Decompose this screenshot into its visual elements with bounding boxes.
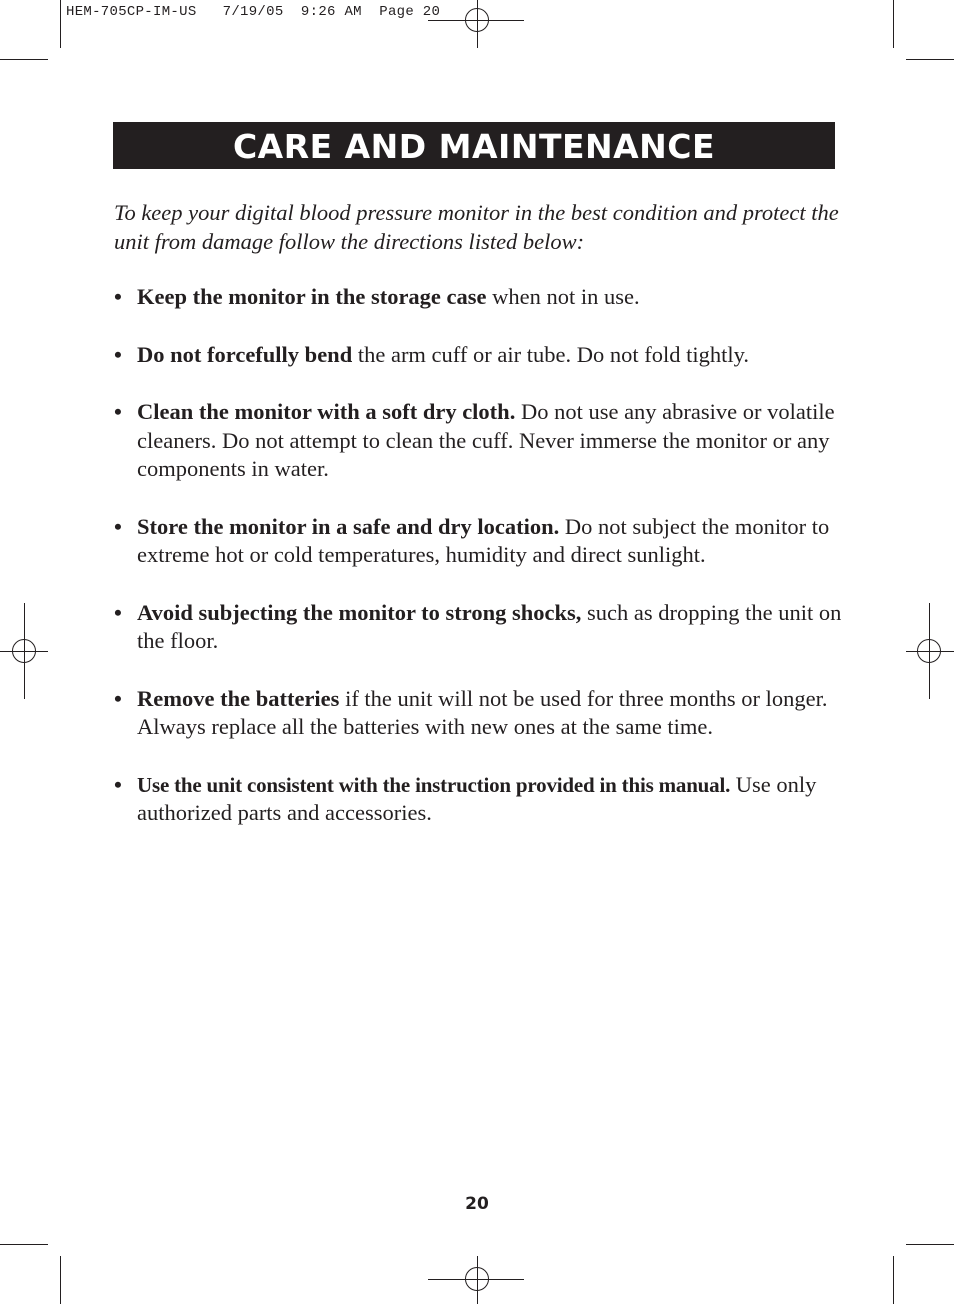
item-heading: Clean the monitor with a soft dry cloth.	[137, 399, 516, 424]
title-banner	[113, 122, 835, 169]
item-heading: Use the unit consistent with the instruction provided in this manual.	[137, 772, 731, 797]
crop-mark	[906, 1244, 954, 1245]
crop-mark	[60, 0, 61, 48]
bullet-icon: •	[114, 599, 122, 625]
crop-mark	[0, 1244, 48, 1245]
maintenance-list	[114, 283, 854, 857]
item-text: such as dropping the unit on the floor.	[137, 599, 842, 653]
bullet-icon: •	[114, 399, 122, 424]
bullet-icon: •	[114, 771, 122, 797]
bullet-icon: •	[114, 685, 122, 711]
item-heading: Avoid subjecting the monitor to strong shocks,	[137, 599, 582, 625]
crop-mark	[906, 59, 954, 60]
item-text: the arm cuff or air tube. Do not fold tightly.	[352, 341, 750, 367]
list-item	[114, 685, 854, 742]
item-heading: Store the monitor in a safe and dry location.	[137, 513, 560, 539]
list-item	[114, 398, 854, 484]
item-heading: Do not forcefully bend	[137, 341, 353, 367]
bullet-icon: •	[114, 284, 122, 309]
item-text: if the unit will not be used for three months or longer. Always replace all the batteries with new ones at the same time.	[137, 685, 828, 739]
crop-mark	[60, 1256, 61, 1304]
intro-paragraph: To keep your digital blood pressure monitor in the best condition and protect the unit from damage follow the directions listed below:	[114, 200, 839, 254]
page-title: CARE AND MAINTENANCE	[232, 127, 716, 166]
item-text: when not in use.	[486, 284, 640, 309]
bullet-icon: •	[114, 341, 122, 367]
list-item	[114, 599, 854, 656]
list-item	[114, 341, 854, 370]
item-text: Use only authorized parts and accessories.	[137, 771, 817, 825]
page-number: 20	[465, 1194, 489, 1214]
list-item	[114, 771, 854, 828]
bullet-icon: •	[114, 513, 122, 539]
item-text: Do not use any abrasive or volatile cleaners. Do not attempt to clean the cuff. Never immerse the monitor or any components in water.	[137, 399, 835, 481]
item-heading: Keep the monitor in the storage case	[137, 284, 487, 309]
printer-slug: HEM-705CP-IM-US 7/19/05 9:26 AM Page 20	[66, 4, 441, 20]
list-item	[114, 283, 854, 312]
crop-mark	[893, 0, 894, 48]
crop-mark	[893, 1256, 894, 1304]
crop-mark	[0, 59, 48, 60]
item-heading: Remove the batteries	[137, 685, 340, 711]
item-text: Do not subject the monitor to extreme hot or cold temperatures, humidity and direct sunlight.	[137, 513, 830, 567]
list-item	[114, 513, 854, 570]
